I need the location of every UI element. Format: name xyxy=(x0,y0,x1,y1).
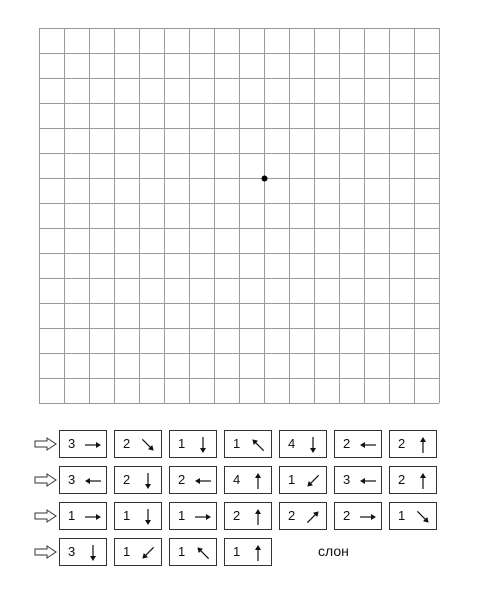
arrow-up-left-icon xyxy=(247,434,269,456)
arrow-up-icon xyxy=(247,470,269,492)
command-card xyxy=(59,502,107,530)
arrow-left-icon xyxy=(192,470,214,492)
arrow-down-right-icon xyxy=(137,434,159,456)
command-step-count: 2 xyxy=(343,508,351,523)
arrow-down-icon xyxy=(137,470,159,492)
command-card xyxy=(114,466,162,494)
arrow-up-icon xyxy=(247,542,269,564)
arrow-right-icon xyxy=(192,506,214,528)
command-card xyxy=(389,430,437,458)
command-step-count: 1 xyxy=(233,436,241,451)
start-point-dot xyxy=(262,176,268,182)
command-card xyxy=(279,502,327,530)
command-card xyxy=(389,502,437,530)
command-card xyxy=(389,466,437,494)
command-step-count: 2 xyxy=(233,508,241,523)
command-step-count: 1 xyxy=(288,472,296,487)
command-step-count: 2 xyxy=(123,472,131,487)
command-card xyxy=(169,430,217,458)
command-card xyxy=(59,430,107,458)
arrow-right-icon xyxy=(357,506,379,528)
command-step-count: 3 xyxy=(68,544,76,559)
arrow-right-icon xyxy=(82,506,104,528)
command-step-count: 3 xyxy=(343,472,351,487)
arrow-up-icon xyxy=(412,470,434,492)
command-row-1 xyxy=(0,430,477,460)
command-card xyxy=(169,466,217,494)
command-card xyxy=(224,466,272,494)
command-step-count: 3 xyxy=(68,436,76,451)
command-row-4 xyxy=(0,538,477,568)
command-card xyxy=(279,466,327,494)
command-step-count: 1 xyxy=(68,508,76,523)
command-step-count: 2 xyxy=(343,436,351,451)
arrow-left-icon xyxy=(82,470,104,492)
command-step-count: 4 xyxy=(288,436,296,451)
command-card xyxy=(279,430,327,458)
command-card xyxy=(114,502,162,530)
command-row-3 xyxy=(0,502,477,532)
command-step-count: 1 xyxy=(178,508,186,523)
arrow-down-icon xyxy=(192,434,214,456)
command-step-count: 1 xyxy=(178,436,186,451)
command-card xyxy=(224,538,272,566)
command-card xyxy=(224,502,272,530)
command-card xyxy=(169,538,217,566)
arrow-left-icon xyxy=(357,434,379,456)
command-step-count: 1 xyxy=(233,544,241,559)
command-card xyxy=(334,430,382,458)
arrow-up-right-icon xyxy=(302,506,324,528)
arrow-left-icon xyxy=(357,470,379,492)
hollow-right-arrow-icon xyxy=(34,509,58,523)
arrow-down-left-icon xyxy=(302,470,324,492)
command-row-2 xyxy=(0,466,477,496)
command-card xyxy=(224,430,272,458)
command-step-count: 2 xyxy=(398,436,406,451)
arrow-right-icon xyxy=(82,434,104,456)
command-step-count: 2 xyxy=(288,508,296,523)
command-card xyxy=(59,466,107,494)
command-step-count: 3 xyxy=(68,472,76,487)
arrow-up-icon xyxy=(247,506,269,528)
arrow-down-left-icon xyxy=(137,542,159,564)
hollow-right-arrow-icon xyxy=(34,545,58,559)
command-card xyxy=(59,538,107,566)
arrow-down-right-icon xyxy=(412,506,434,528)
command-card xyxy=(334,466,382,494)
arrow-up-left-icon xyxy=(192,542,214,564)
arrow-up-icon xyxy=(412,434,434,456)
command-step-count: 2 xyxy=(123,436,131,451)
hollow-right-arrow-icon xyxy=(34,473,58,487)
command-step-count: 2 xyxy=(398,472,406,487)
command-card xyxy=(114,538,162,566)
command-card xyxy=(114,430,162,458)
command-step-count: 1 xyxy=(178,544,186,559)
command-step-count: 1 xyxy=(123,508,131,523)
arrow-down-icon xyxy=(137,506,159,528)
arrow-down-icon xyxy=(82,542,104,564)
command-card xyxy=(334,502,382,530)
answer-word: слон xyxy=(318,543,349,559)
hollow-right-arrow-icon xyxy=(34,437,58,451)
arrow-down-icon xyxy=(302,434,324,456)
command-step-count: 2 xyxy=(178,472,186,487)
command-step-count: 4 xyxy=(233,472,241,487)
command-step-count: 1 xyxy=(398,508,406,523)
command-card xyxy=(169,502,217,530)
command-step-count: 1 xyxy=(123,544,131,559)
